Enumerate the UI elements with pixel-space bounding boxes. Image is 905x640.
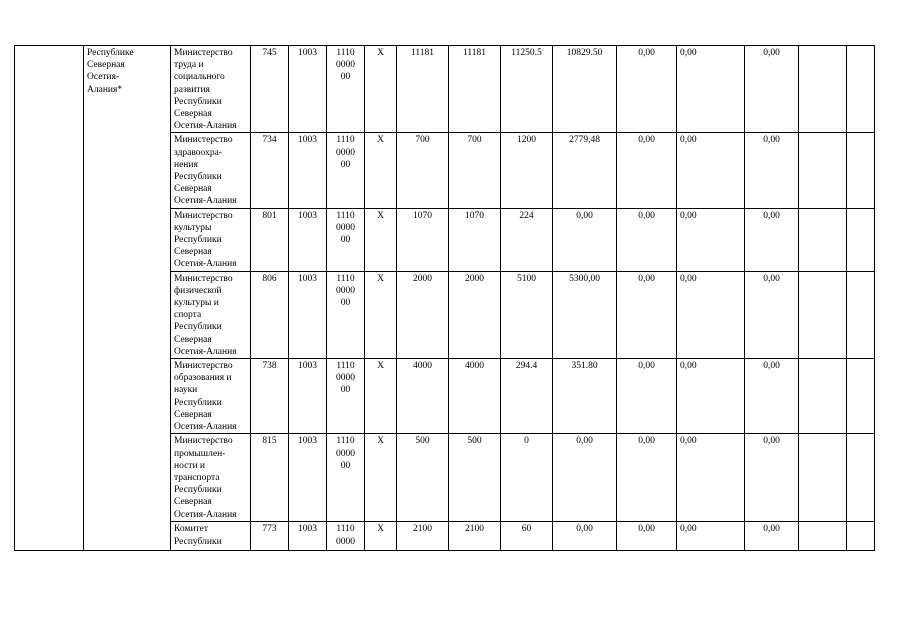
value-cell-5: 0,00 xyxy=(617,46,677,133)
section-cell: 1003 xyxy=(289,46,327,133)
blank-cell xyxy=(15,46,84,551)
value-cell-1: 2100 xyxy=(397,522,449,551)
table-body xyxy=(15,46,875,551)
value-cell-1: 2000 xyxy=(397,271,449,358)
value-cell-1: 500 xyxy=(397,434,449,522)
budget-table xyxy=(14,45,875,551)
value-cell-5: 0,00 xyxy=(617,359,677,434)
code-cell: 745 xyxy=(251,46,289,133)
ministry-cell: Министерство промышлен- ности и транспорта Республики Северная Осетия-Алания xyxy=(171,434,251,522)
ministry-cell: Комитет Республики xyxy=(171,522,251,551)
value-cell-4: 2779,48 xyxy=(553,133,617,208)
value-cell-3: 1200 xyxy=(501,133,553,208)
target-article-cell: 1110 0000 00 xyxy=(327,434,365,522)
value-cell-4: 5300,00 xyxy=(553,271,617,358)
empty-cell xyxy=(799,271,847,358)
empty-cell xyxy=(847,46,875,133)
table-row xyxy=(15,46,875,133)
value-cell-6: 0,00 xyxy=(677,271,745,358)
code-cell: 734 xyxy=(251,133,289,208)
ministry-cell: Министерство образования и науки Республики Северная Осетия-Алания xyxy=(171,359,251,434)
region-cell: Республике Северная Осетия- Алания* xyxy=(84,46,171,551)
value-cell-4: 10829.50 xyxy=(553,46,617,133)
empty-cell xyxy=(847,359,875,434)
value-cell-6: 0,00 xyxy=(677,208,745,271)
target-article-cell: 1110 0000 00 xyxy=(327,133,365,208)
code-cell: 801 xyxy=(251,208,289,271)
value-cell-4: 0,00 xyxy=(553,208,617,271)
code-cell: 773 xyxy=(251,522,289,551)
value-cell-2: 700 xyxy=(449,133,501,208)
value-cell-5: 0,00 xyxy=(617,271,677,358)
target-article-cell: 1110 0000 00 xyxy=(327,208,365,271)
value-cell-2: 500 xyxy=(449,434,501,522)
value-cell-3: 0 xyxy=(501,434,553,522)
target-article-cell: 1110 0000 00 xyxy=(327,359,365,434)
value-cell-1: 1070 xyxy=(397,208,449,271)
value-cell-6: 0,00 xyxy=(677,434,745,522)
ministry-cell: Министерство культуры Республики Северная Осетия-Алания xyxy=(171,208,251,271)
value-cell-2: 11181 xyxy=(449,46,501,133)
mark-cell: X xyxy=(365,434,397,522)
value-cell-7: 0,00 xyxy=(745,133,799,208)
ministry-cell: Министерство труда и социального развития Республики Северная Осетия-Алания xyxy=(171,46,251,133)
code-cell: 806 xyxy=(251,271,289,358)
section-cell: 1003 xyxy=(289,133,327,208)
value-cell-4: 351.80 xyxy=(553,359,617,434)
empty-cell xyxy=(847,133,875,208)
mark-cell: X xyxy=(365,133,397,208)
value-cell-5: 0,00 xyxy=(617,208,677,271)
section-cell: 1003 xyxy=(289,434,327,522)
value-cell-3: 11250.5 xyxy=(501,46,553,133)
value-cell-7: 0,00 xyxy=(745,522,799,551)
value-cell-6: 0,00 xyxy=(677,522,745,551)
value-cell-2: 2100 xyxy=(449,522,501,551)
value-cell-1: 700 xyxy=(397,133,449,208)
empty-cell xyxy=(847,434,875,522)
value-cell-1: 4000 xyxy=(397,359,449,434)
value-cell-4: 0,00 xyxy=(553,522,617,551)
value-cell-1: 11181 xyxy=(397,46,449,133)
value-cell-6: 0,00 xyxy=(677,133,745,208)
section-cell: 1003 xyxy=(289,359,327,434)
value-cell-3: 5100 xyxy=(501,271,553,358)
value-cell-2: 1070 xyxy=(449,208,501,271)
value-cell-3: 60 xyxy=(501,522,553,551)
value-cell-6: 0,00 xyxy=(677,46,745,133)
mark-cell: X xyxy=(365,522,397,551)
ministry-cell: Министерство здравоохра- нения Республики Северная Осетия-Алания xyxy=(171,133,251,208)
mark-cell: X xyxy=(365,46,397,133)
value-cell-6: 0,00 xyxy=(677,359,745,434)
value-cell-2: 4000 xyxy=(449,359,501,434)
empty-cell xyxy=(799,133,847,208)
section-cell: 1003 xyxy=(289,522,327,551)
code-cell: 815 xyxy=(251,434,289,522)
value-cell-4: 0,00 xyxy=(553,434,617,522)
empty-cell xyxy=(799,46,847,133)
value-cell-7: 0,00 xyxy=(745,271,799,358)
value-cell-3: 224 xyxy=(501,208,553,271)
ministry-cell: Министерство физической культуры и спорта Республики Северная Осетия-Алания xyxy=(171,271,251,358)
value-cell-7: 0,00 xyxy=(745,208,799,271)
empty-cell xyxy=(799,434,847,522)
value-cell-7: 0,00 xyxy=(745,434,799,522)
value-cell-5: 0,00 xyxy=(617,133,677,208)
empty-cell xyxy=(799,359,847,434)
target-article-cell: 1110 0000 xyxy=(327,522,365,551)
empty-cell xyxy=(799,522,847,551)
value-cell-5: 0,00 xyxy=(617,522,677,551)
empty-cell xyxy=(847,522,875,551)
mark-cell: X xyxy=(365,271,397,358)
section-cell: 1003 xyxy=(289,271,327,358)
empty-cell xyxy=(799,208,847,271)
target-article-cell: 1110 0000 00 xyxy=(327,46,365,133)
empty-cell xyxy=(847,208,875,271)
section-cell: 1003 xyxy=(289,208,327,271)
empty-cell xyxy=(847,271,875,358)
code-cell: 738 xyxy=(251,359,289,434)
value-cell-3: 294.4 xyxy=(501,359,553,434)
value-cell-7: 0,00 xyxy=(745,46,799,133)
value-cell-5: 0,00 xyxy=(617,434,677,522)
mark-cell: X xyxy=(365,359,397,434)
target-article-cell: 1110 0000 00 xyxy=(327,271,365,358)
value-cell-7: 0,00 xyxy=(745,359,799,434)
value-cell-2: 2000 xyxy=(449,271,501,358)
mark-cell: X xyxy=(365,208,397,271)
